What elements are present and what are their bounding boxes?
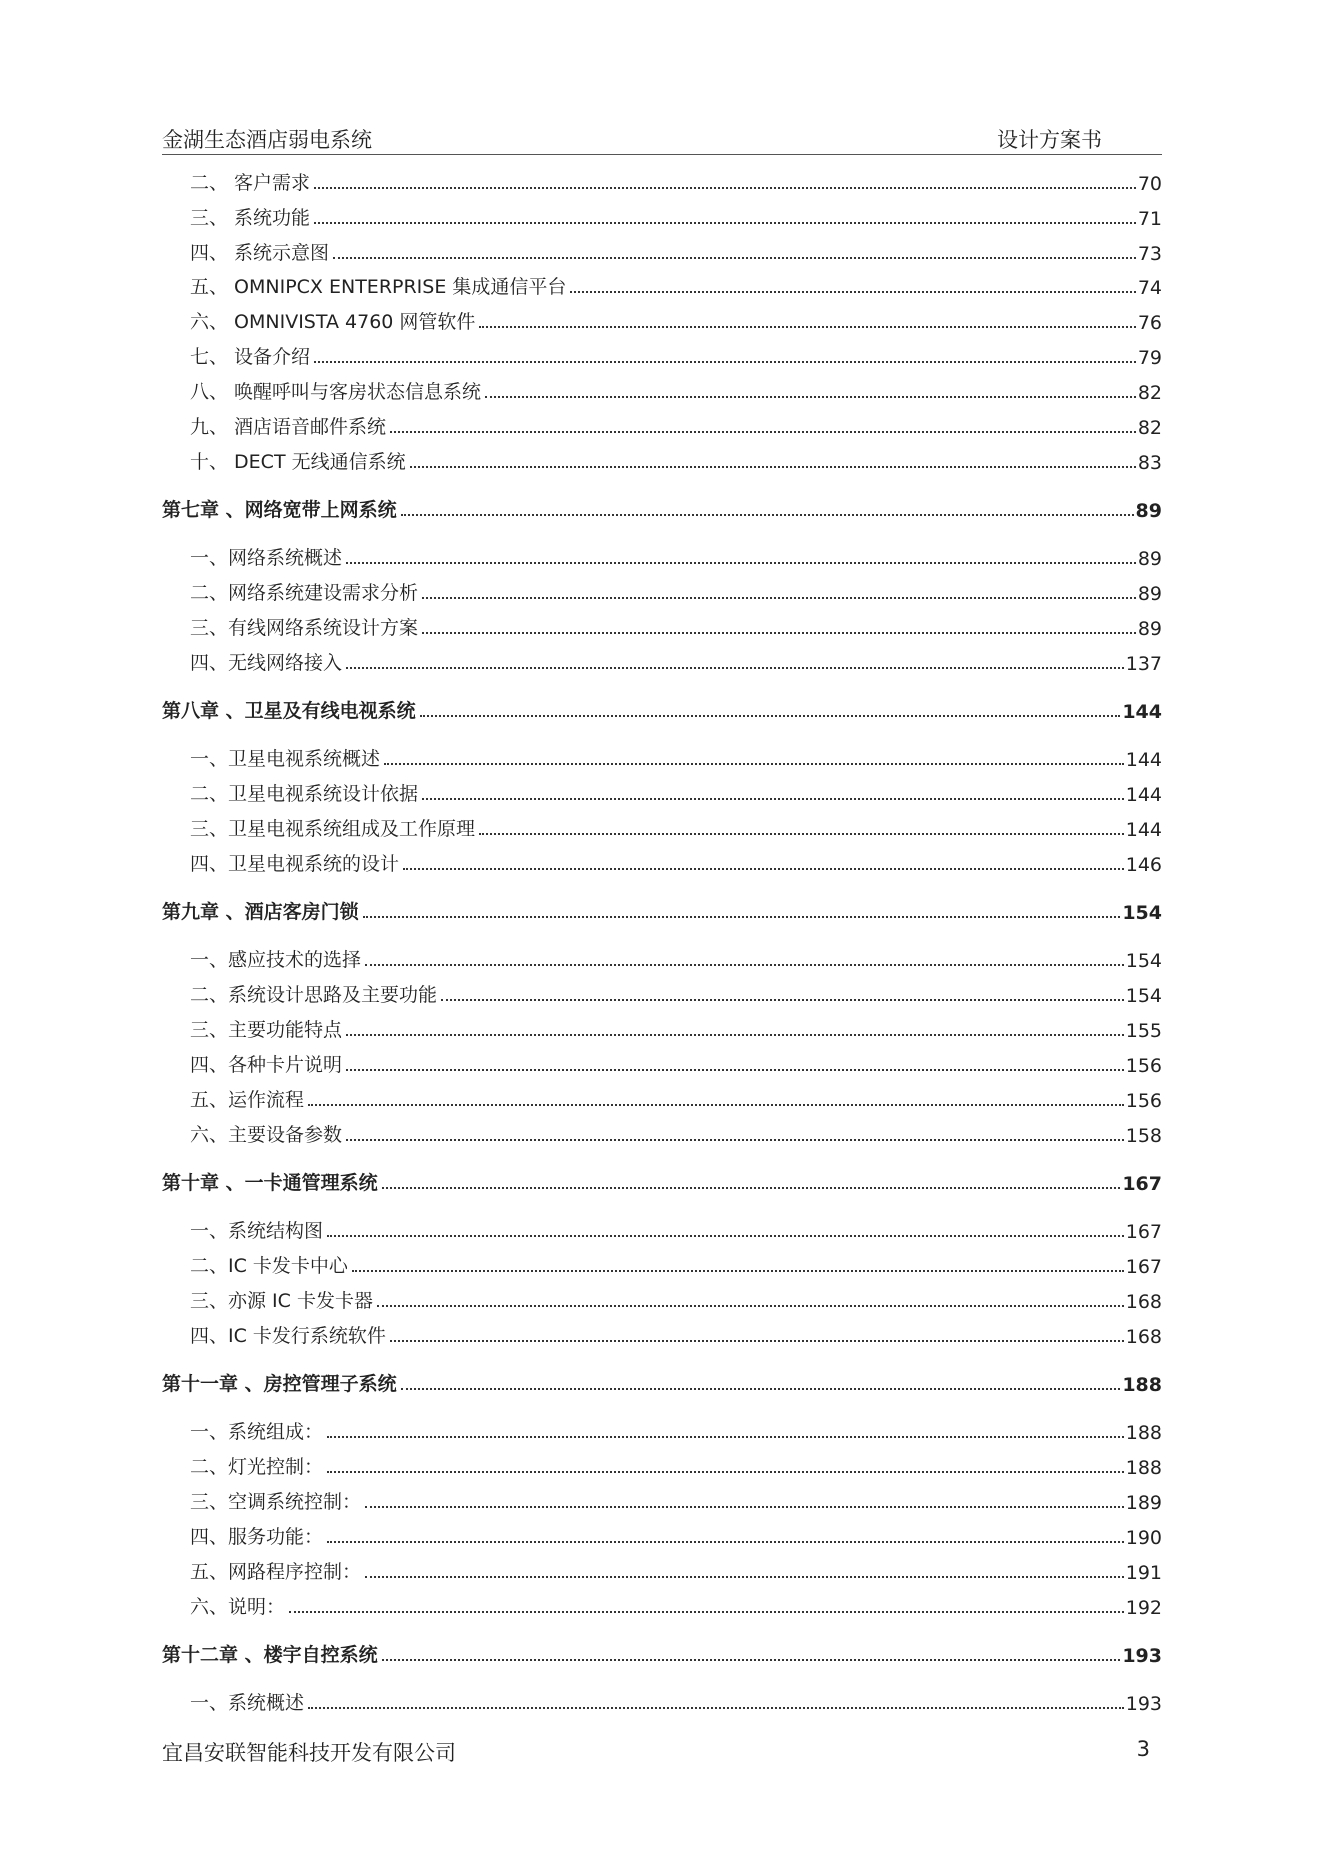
toc-leader-dots [289,1610,1124,1613]
toc-entry-page: 156 [1125,1090,1162,1112]
toc-section-entry[interactable] [162,337,1162,369]
toc-entry-title: 第九章 、酒店客房门锁 [162,901,359,923]
toc-leader-dots [314,221,1136,224]
toc-entry-page: 146 [1125,854,1162,876]
toc-entry-page: 189 [1125,1492,1162,1514]
toc-entry-title: 第十一章 、房控管理子系统 [162,1373,397,1395]
toc-section-entry[interactable] [162,1246,1162,1278]
toc-entry-page: 167 [1122,1173,1162,1195]
toc-entry-page: 83 [1137,452,1162,474]
toc-section-entry[interactable] [162,233,1162,265]
toc-section-entry[interactable] [162,608,1162,640]
toc-section-entry[interactable] [162,573,1162,605]
toc-entry-page: 144 [1125,784,1162,806]
toc-entry-title: 五、运作流程 [190,1089,305,1111]
toc-entry-page: 144 [1125,749,1162,771]
toc-entry-page: 188 [1122,1374,1162,1396]
toc-section-entry[interactable] [162,1115,1162,1147]
toc-entry-page: 82 [1137,417,1162,439]
toc-entry-page: 71 [1137,208,1162,230]
toc-leader-dots [479,832,1124,835]
toc-entry-title: 四、无线网络接入 [190,652,343,674]
toc-chapter-entry[interactable] [162,1163,1162,1195]
toc-entry-title: 二、灯光控制： [190,1456,324,1478]
toc-entry-title: 六、说明： [190,1596,286,1618]
toc-section-entry[interactable] [162,163,1162,195]
toc-entry-page: 193 [1122,1645,1162,1667]
toc-leader-dots [346,666,1124,669]
toc-entry-page: 82 [1137,382,1162,404]
toc-section-entry[interactable] [162,302,1162,334]
toc-leader-dots [308,1103,1124,1106]
toc-entry-title: 第十章 、一卡通管理系统 [162,1172,378,1194]
toc-leader-dots [377,1304,1124,1307]
toc-entry-page: 167 [1125,1221,1162,1243]
toc-entry-page: 168 [1125,1326,1162,1348]
toc-entry-page: 168 [1125,1291,1162,1313]
toc-entry-page: 154 [1125,985,1162,1007]
toc-leader-dots [327,1540,1124,1543]
toc-leader-dots [382,1186,1121,1189]
page-footer [162,1737,1162,1767]
header-title: 金湖生态酒店弱电系统 [162,128,372,152]
toc-entry-title: 四、 系统示意图 [190,242,330,264]
toc-section-entry[interactable] [162,1080,1162,1112]
toc-leader-dots [384,762,1124,765]
toc-entry-title: 四、服务功能： [190,1526,324,1548]
toc-entry-title: 五、 OMNIPCX ENTERPRISE 集成通信平台 [190,276,567,298]
toc-leader-dots [346,561,1136,564]
toc-leader-dots [327,1435,1124,1438]
toc-entry-page: 192 [1125,1597,1162,1619]
toc-section-entry[interactable] [162,1552,1162,1584]
toc-entry-title: 一、系统组成： [190,1421,324,1443]
toc-entry-title: 二、IC 卡发卡中心 [190,1255,348,1277]
toc-leader-dots [346,1138,1124,1141]
toc-entry-page: 154 [1122,902,1162,924]
toc-section-entry[interactable] [162,1683,1162,1715]
toc-leader-dots [479,325,1135,328]
toc-leader-dots [401,513,1134,516]
toc-entry-title: 四、卫星电视系统的设计 [190,853,400,875]
toc-entry-page: 191 [1125,1562,1162,1584]
toc-entry-page: 190 [1125,1527,1162,1549]
toc-leader-dots [382,1658,1121,1661]
toc-entry-title: 第十二章 、楼宇自控系统 [162,1644,378,1666]
toc-leader-dots [363,915,1121,918]
toc-leader-dots [422,596,1136,599]
toc-entry-page: 155 [1125,1020,1162,1042]
toc-entry-title: 三、有线网络系统设计方案 [190,617,419,639]
toc-leader-dots [365,1575,1124,1578]
toc-leader-dots [346,1033,1124,1036]
toc-entry-page: 89 [1137,618,1162,640]
toc-entry-title: 二、 客户需求 [190,172,311,194]
toc-section-entry[interactable] [162,407,1162,439]
toc-section-entry[interactable] [162,1010,1162,1042]
toc-leader-dots [403,867,1124,870]
toc-section-entry[interactable] [162,1281,1162,1313]
toc-section-entry[interactable] [162,739,1162,771]
toc-leader-dots [390,430,1136,433]
toc-section-entry[interactable] [162,1517,1162,1549]
toc-leader-dots [333,256,1136,259]
toc-entry-title: 一、系统概述 [190,1692,305,1714]
toc-leader-dots [422,631,1136,634]
toc-leader-dots [365,1505,1124,1508]
page-number: 3 [1136,1737,1150,1761]
footer-company: 宜昌安联智能科技开发有限公司 [162,1741,456,1765]
toc-entry-title: 五、网路程序控制： [190,1561,362,1583]
toc-entry-title: 六、主要设备参数 [190,1124,343,1146]
toc-leader-dots [422,797,1124,800]
toc-entry-page: 79 [1137,347,1162,369]
toc-entry-page: 137 [1125,653,1162,675]
toc-entry-title: 三、卫星电视系统组成及工作原理 [190,818,476,840]
toc-section-entry[interactable] [162,774,1162,806]
toc-leader-dots [346,1068,1124,1071]
toc-entry-title: 八、 唤醒呼叫与客房状态信息系统 [190,381,482,403]
toc-entry-page: 188 [1125,1457,1162,1479]
toc-leader-dots [410,465,1136,468]
toc-entry-page: 144 [1122,701,1162,723]
toc-section-entry[interactable] [162,809,1162,841]
toc-section-entry[interactable] [162,442,1162,474]
toc-entry-page: 193 [1125,1693,1162,1715]
toc-entry-title: 四、各种卡片说明 [190,1054,343,1076]
toc-section-entry[interactable] [162,643,1162,675]
toc-entry-title: 一、网络系统概述 [190,547,343,569]
toc-entry-page: 70 [1137,173,1162,195]
toc-entry-title: 二、卫星电视系统设计依据 [190,783,419,805]
toc-leader-dots [365,963,1124,966]
toc-leader-dots [314,186,1136,189]
toc-chapter-entry[interactable] [162,1364,1162,1396]
toc-entry-page: 144 [1125,819,1162,841]
toc-entry-title: 一、系统结构图 [190,1220,324,1242]
toc-leader-dots [441,998,1124,1001]
toc-entry-page: 156 [1125,1055,1162,1077]
toc-entry-title: 三、 系统功能 [190,207,311,229]
toc-section-entry[interactable] [162,1587,1162,1619]
toc-chapter-entry[interactable] [162,1635,1162,1667]
toc-section-entry[interactable] [162,1045,1162,1077]
toc-chapter-entry[interactable] [162,490,1162,522]
toc-section-entry[interactable] [162,940,1162,972]
toc-section-entry[interactable] [162,538,1162,570]
toc-leader-dots [308,1706,1124,1709]
toc-entry-page: 74 [1137,277,1162,299]
toc-entry-title: 二、系统设计思路及主要功能 [190,984,438,1006]
toc-entry-page: 188 [1125,1422,1162,1444]
toc-section-entry[interactable] [162,1316,1162,1348]
toc-section-entry[interactable] [162,1211,1162,1243]
toc-section-entry[interactable] [162,267,1162,299]
toc-section-entry[interactable] [162,372,1162,404]
toc-entry-title: 九、 酒店语音邮件系统 [190,416,387,438]
toc-entry-page: 89 [1137,583,1162,605]
toc-entry-title: 二、网络系统建设需求分析 [190,582,419,604]
toc-section-entry[interactable] [162,1447,1162,1479]
toc-entry-page: 158 [1125,1125,1162,1147]
toc-entry-page: 73 [1137,243,1162,265]
toc-entry-title: 三、亦源 IC 卡发卡器 [190,1290,373,1312]
toc-leader-dots [401,1387,1121,1390]
toc-entry-title: 第八章 、卫星及有线电视系统 [162,700,416,722]
toc-leader-dots [390,1339,1124,1342]
toc-section-entry[interactable] [162,975,1162,1007]
toc-entry-page: 154 [1125,950,1162,972]
toc-section-entry[interactable] [162,198,1162,230]
toc-entry-title: 七、 设备介绍 [190,346,311,368]
toc-entry-title: 四、IC 卡发行系统软件 [190,1325,386,1347]
toc-entry-page: 89 [1137,548,1162,570]
toc-section-entry[interactable] [162,1482,1162,1514]
toc-leader-dots [314,360,1136,363]
toc-leader-dots [327,1470,1124,1473]
toc-leader-dots [327,1234,1124,1237]
toc-entry-title: 三、空调系统控制： [190,1491,362,1513]
toc-entry-title: 一、感应技术的选择 [190,949,362,971]
toc-leader-dots [420,714,1121,717]
toc-entry-title: 六、 OMNIVISTA 4760 网管软件 [190,311,476,333]
toc-entry-page: 76 [1137,312,1162,334]
toc-entry-title: 一、卫星电视系统概述 [190,748,381,770]
page-header [162,122,1162,155]
toc-entry-page: 167 [1125,1256,1162,1278]
toc-entry-title: 三、主要功能特点 [190,1019,343,1041]
toc-chapter-entry[interactable] [162,892,1162,924]
toc-entry-title: 十、 DECT 无线通信系统 [190,451,406,473]
toc-section-entry[interactable] [162,844,1162,876]
toc-leader-dots [570,290,1135,293]
toc-entry-title: 第七章 、网络宽带上网系统 [162,499,397,521]
toc-section-entry[interactable] [162,1412,1162,1444]
toc-chapter-entry[interactable] [162,691,1162,723]
toc-leader-dots [352,1269,1124,1272]
toc-leader-dots [485,395,1136,398]
toc-entry-page: 89 [1135,500,1162,522]
header-doc-type: 设计方案书 [997,128,1102,152]
